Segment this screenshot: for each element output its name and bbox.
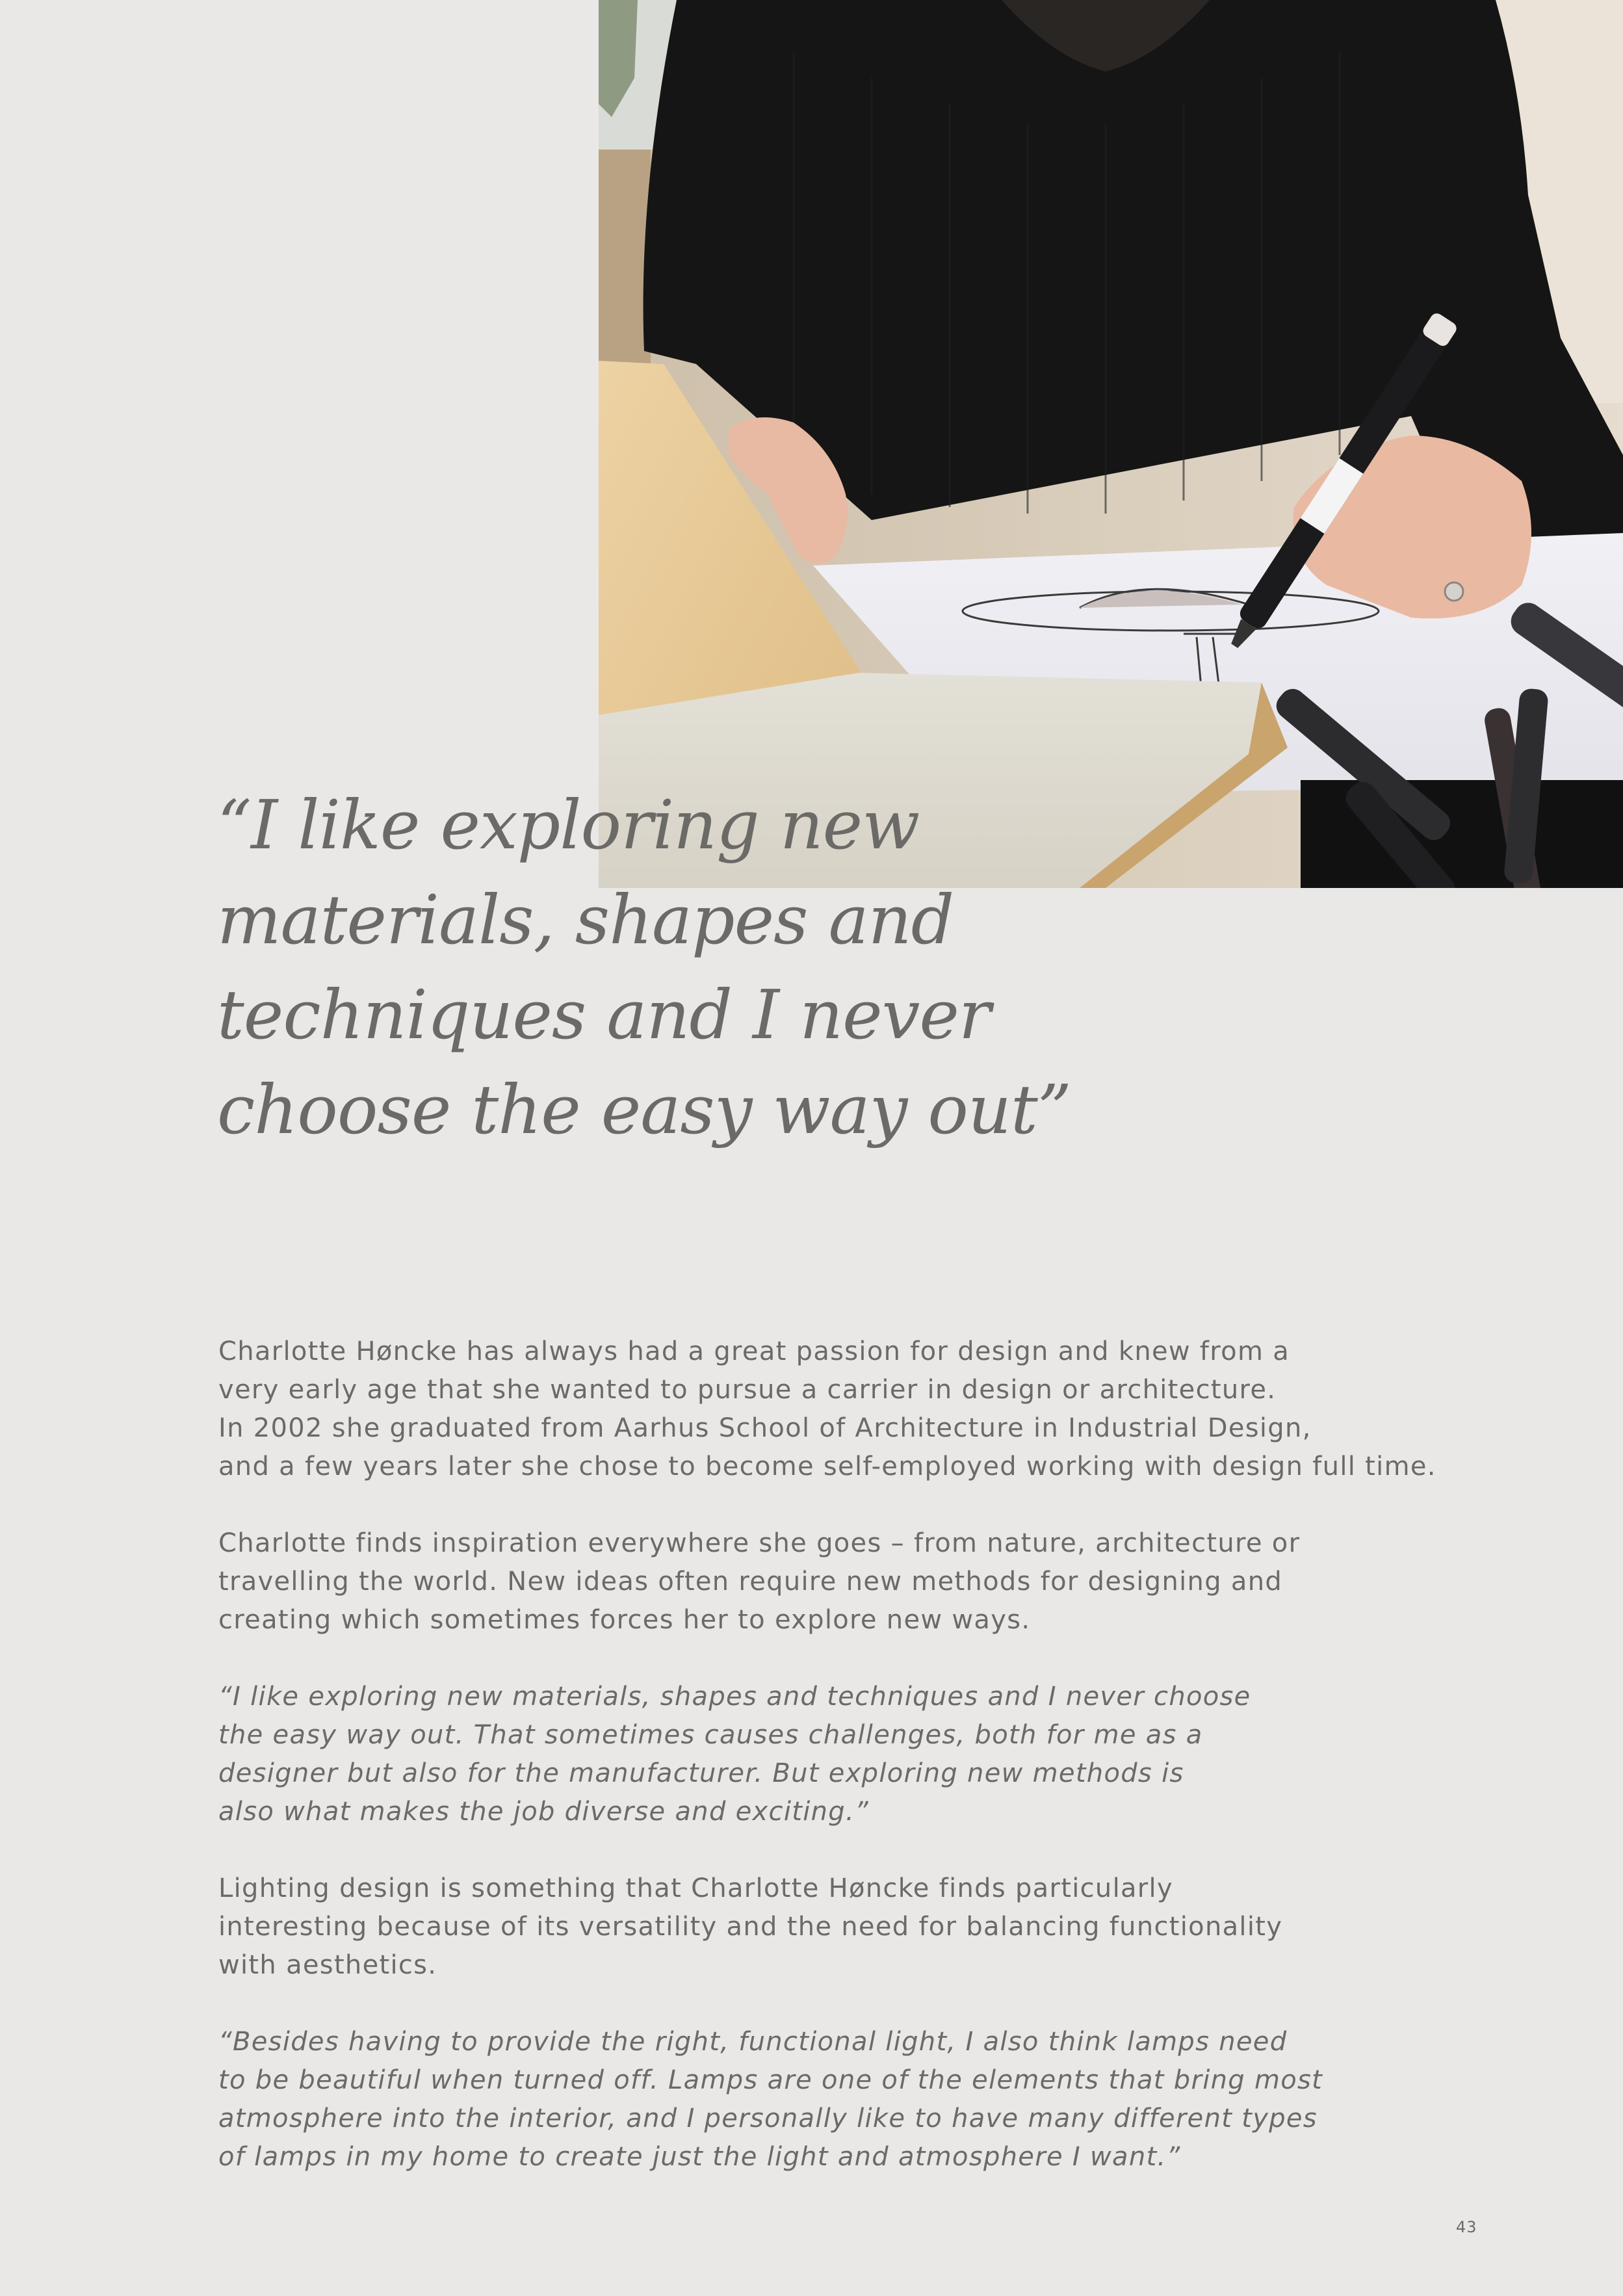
text-line: “I like exploring new materials, shapes and techniques and I never choose bbox=[218, 1682, 1251, 1712]
designer-photo bbox=[599, 0, 1623, 888]
text-line: the easy way out. That sometimes causes challenges, both for me as a bbox=[218, 1720, 1203, 1750]
text-line: In 2002 she graduated from Aarhus School of Architecture in Industrial Design, bbox=[218, 1413, 1312, 1443]
paragraph-lighting bbox=[218, 1870, 1466, 1985]
text-line: creating which sometimes forces her to explore new ways. bbox=[218, 1605, 1031, 1635]
pull-quote-line: techniques and I never bbox=[217, 975, 991, 1054]
pull-quote bbox=[217, 777, 1071, 1157]
text-line: to be beautiful when turned off. Lamps are one of the elements that bring most bbox=[218, 2065, 1323, 2095]
text-line: travelling the world. New ideas often require new methods for designing and bbox=[218, 1567, 1283, 1597]
page-number: 43 bbox=[1456, 2218, 1477, 2236]
text-line: Charlotte Høncke has always had a great passion for design and knew from a bbox=[218, 1337, 1290, 1366]
text-line: and a few years later she chose to become self-employed working with design full time. bbox=[218, 1452, 1436, 1481]
text-line: atmosphere into the interior, and I personally like to have many different types bbox=[218, 2104, 1318, 2133]
article-body bbox=[218, 1333, 1466, 2215]
text-line: interesting because of its versatility and the need for balancing functionality bbox=[218, 1912, 1283, 1942]
text-line: designer but also for the manufacturer. But exploring new methods is bbox=[218, 1758, 1184, 1788]
pull-quote-line: choose the easy way out” bbox=[217, 1070, 1071, 1149]
text-line: very early age that she wanted to pursue a carrier in design or architecture. bbox=[218, 1375, 1277, 1405]
text-line: also what makes the job diverse and exciting.” bbox=[218, 1797, 870, 1827]
pull-quote-line: “I like exploring new bbox=[217, 785, 920, 865]
paragraph-quote-lamps bbox=[218, 2023, 1466, 2176]
pull-quote-line: materials, shapes and bbox=[217, 880, 954, 959]
paragraph-biography bbox=[218, 1333, 1466, 1486]
paragraph-inspiration bbox=[218, 1524, 1466, 1639]
text-line: with aesthetics. bbox=[218, 1950, 437, 1980]
paragraph-quote-exploring bbox=[218, 1678, 1466, 1831]
text-line: of lamps in my home to create just the light and atmosphere I want.” bbox=[218, 2142, 1181, 2172]
text-line: “Besides having to provide the right, functional light, I also think lamps need bbox=[218, 2027, 1288, 2057]
text-line: Charlotte finds inspiration everywhere she goes – from nature, architecture or bbox=[218, 1528, 1301, 1558]
text-line: Lighting design is something that Charlotte Høncke finds particularly bbox=[218, 1873, 1173, 1903]
